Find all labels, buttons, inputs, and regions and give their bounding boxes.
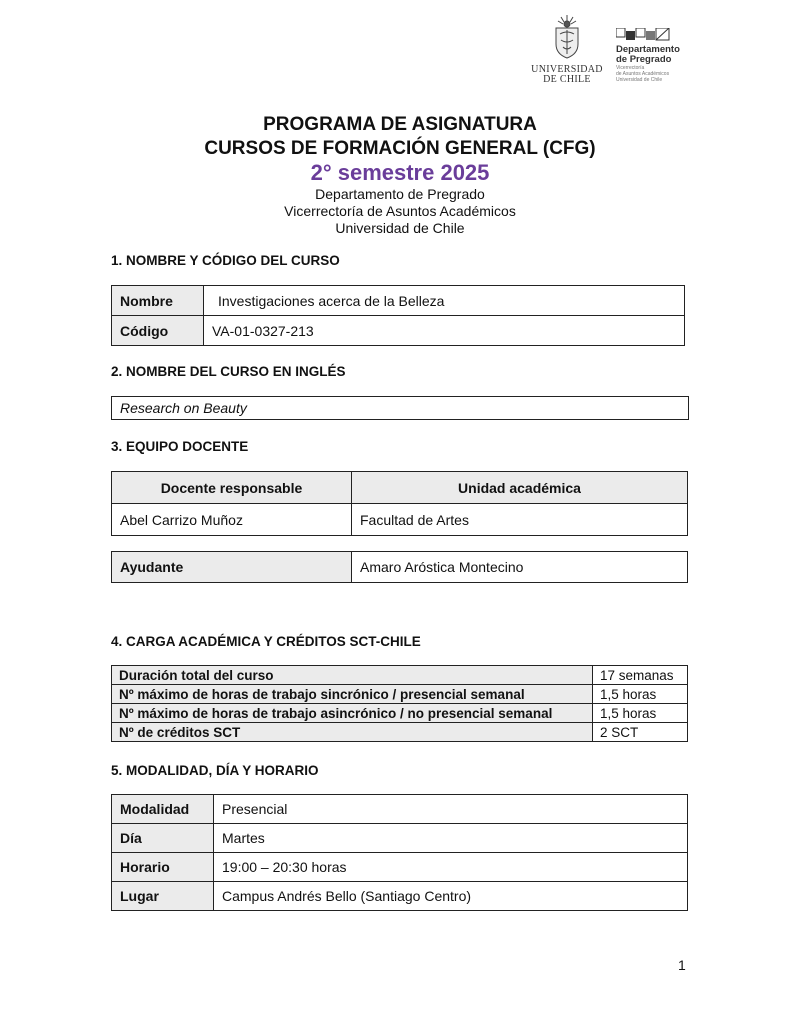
schedule-row-label: Día (112, 824, 214, 853)
pregrado-logo-text-1: Departamento (616, 44, 680, 55)
credits-row-value: 2 SCT (593, 723, 688, 742)
schedule-table (111, 794, 688, 911)
schedule-row-value: Campus Andrés Bello (Santiago Centro) (214, 882, 688, 911)
ayudante-table (111, 551, 688, 583)
codigo-label: Código (112, 316, 204, 346)
section2-heading: 2. NOMBRE DEL CURSO EN INGLÉS (111, 364, 346, 379)
uchile-crest-icon (528, 14, 606, 60)
schedule-row-label: Modalidad (112, 795, 214, 824)
credits-table (111, 665, 688, 742)
unidad-header: Unidad académica (352, 472, 688, 504)
pregrado-logo-text-2: de Pregrado (616, 54, 672, 65)
course-name-table (111, 285, 685, 346)
uchile-logo-text-2: DE CHILE (543, 74, 591, 85)
credits-row-label: Nº de créditos SCT (112, 723, 593, 742)
section4-heading: 4. CARGA ACADÉMICA Y CRÉDITOS SCT-CHILE (111, 634, 421, 649)
section3-heading: 3. EQUIPO DOCENTE (111, 439, 249, 454)
dept-line3: Universidad de Chile (335, 220, 465, 236)
pregrado-logo-icon (616, 28, 672, 41)
section5-heading: 5. MODALIDAD, DÍA Y HORARIO (111, 763, 319, 778)
english-name-value: Research on Beauty (112, 397, 689, 420)
credits-row-label: Duración total del curso (112, 666, 593, 685)
credits-row-value: 17 semanas (593, 666, 688, 685)
ayudante-label: Ayudante (112, 552, 352, 583)
credits-row-value: 1,5 horas (593, 704, 688, 723)
uchile-logo (528, 14, 606, 86)
ayudante-value: Amaro Aróstica Montecino (352, 552, 688, 583)
pregrado-logo-small-1: Vicerrectoría (616, 65, 645, 71)
pregrado-logo-small-3: Universidad de Chile (616, 77, 663, 83)
credits-row-value: 1,5 horas (593, 685, 688, 704)
teaching-team-table (111, 471, 688, 536)
schedule-row-value: Presencial (214, 795, 688, 824)
uchile-logo-text-1: UNIVERSIDAD (531, 64, 603, 75)
nombre-label: Nombre (112, 286, 204, 316)
schedule-row-value: 19:00 – 20:30 horas (214, 853, 688, 882)
page-title-line1: PROGRAMA DE ASIGNATURA (263, 114, 537, 135)
page-number: 1 (678, 957, 686, 973)
section1-heading: 1. NOMBRE Y CÓDIGO DEL CURSO (111, 253, 340, 268)
english-name-table (111, 396, 689, 420)
credits-row-label: Nº máximo de horas de trabajo sincrónico / presencial semanal (112, 685, 593, 704)
dept-line2: Vicerrectoría de Asuntos Académicos (284, 203, 516, 219)
schedule-row-value: Martes (214, 824, 688, 853)
pregrado-logo (616, 28, 696, 86)
docente-header: Docente responsable (112, 472, 352, 504)
credits-row-label: Nº máximo de horas de trabajo asincrónico / no presencial semanal (112, 704, 593, 723)
semester-label: 2° semestre 2025 (310, 160, 490, 185)
nombre-value: Investigaciones acerca de la Belleza (204, 286, 685, 316)
codigo-value: VA-01-0327-213 (204, 316, 685, 346)
pregrado-logo-small-2: de Asuntos Académicos (616, 71, 670, 77)
schedule-row-label: Lugar (112, 882, 214, 911)
unidad-value: Facultad de Artes (352, 504, 688, 536)
page-title-line2: CURSOS DE FORMACIÓN GENERAL (CFG) (204, 138, 596, 159)
schedule-row-label: Horario (112, 853, 214, 882)
docente-value: Abel Carrizo Muñoz (112, 504, 352, 536)
dept-line1: Departamento de Pregrado (315, 186, 485, 202)
